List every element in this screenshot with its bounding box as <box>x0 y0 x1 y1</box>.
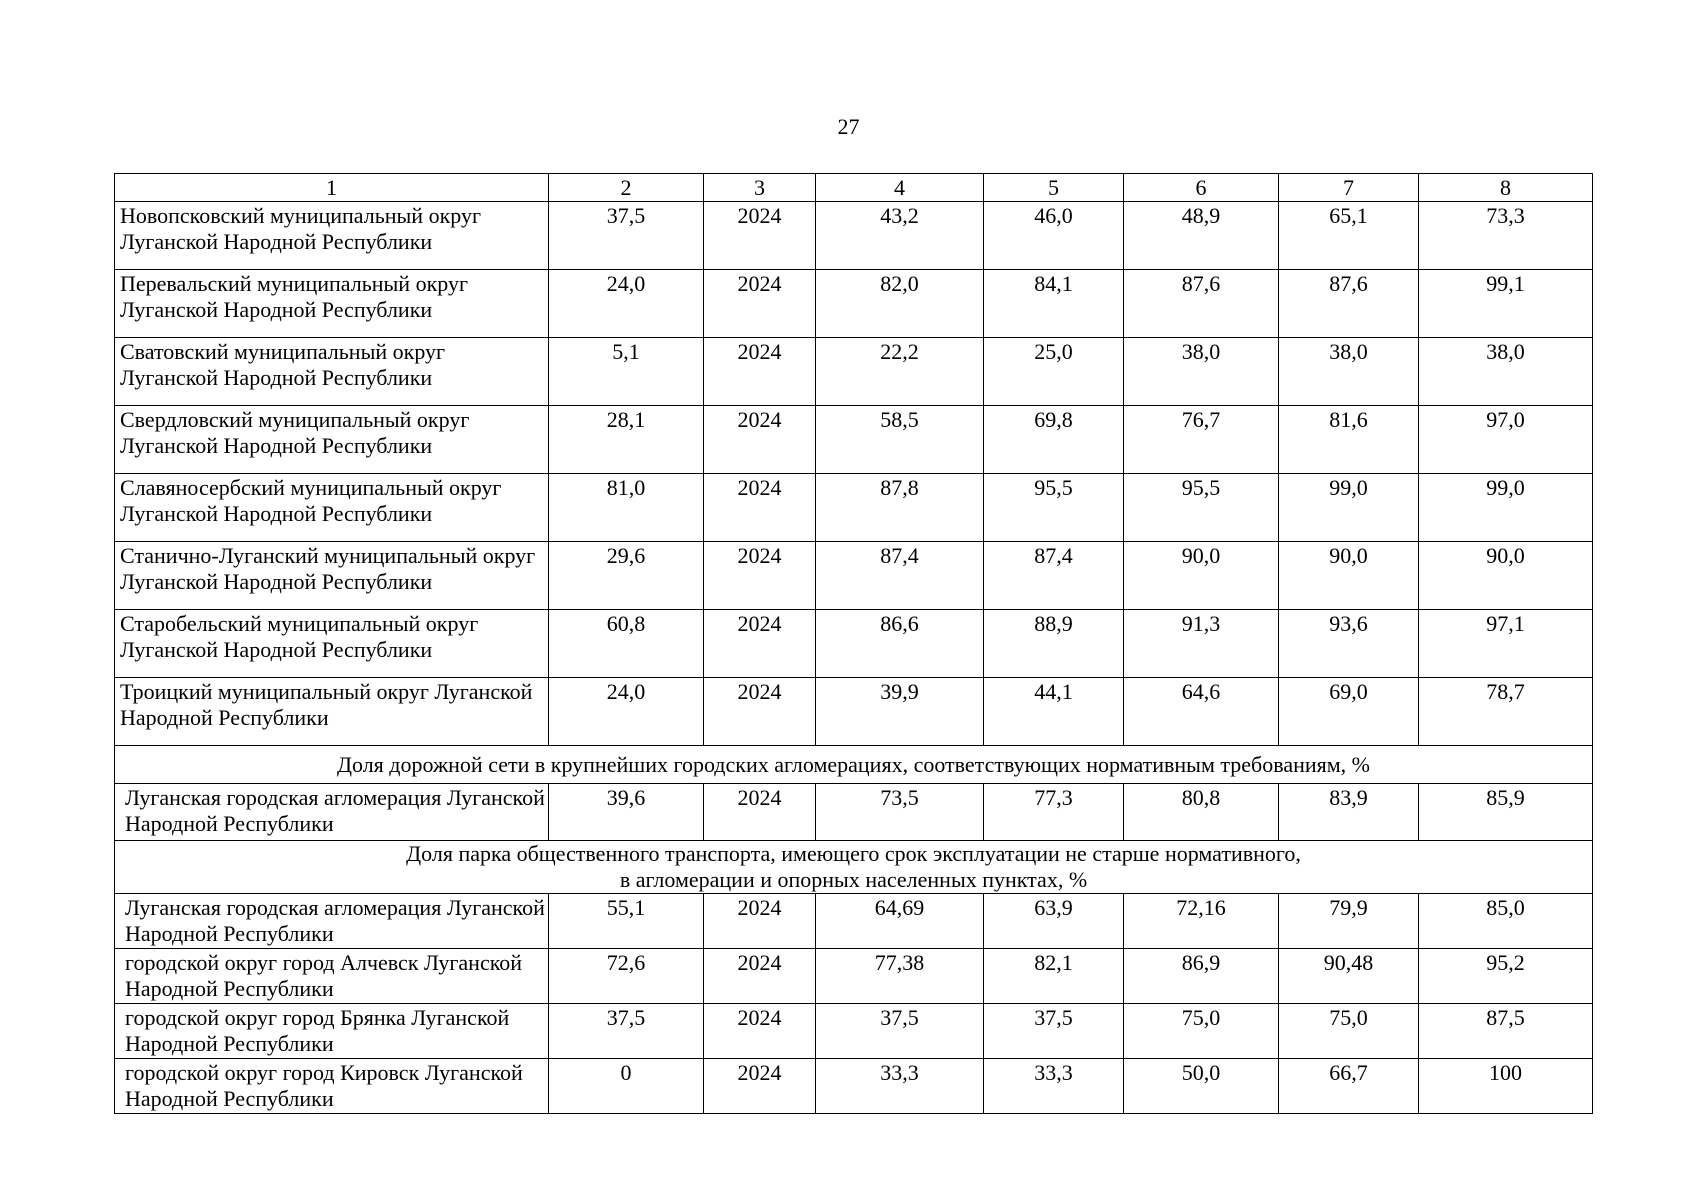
cell-value: 63,9 <box>984 894 1124 949</box>
cell-value: 58,5 <box>816 406 984 474</box>
cell-value: 100 <box>1419 1059 1593 1114</box>
cell-value: 90,0 <box>1419 542 1593 610</box>
cell-value: 22,2 <box>816 338 984 406</box>
cell-value: 90,48 <box>1279 949 1419 1004</box>
cell-value: 2024 <box>704 202 816 270</box>
cell-value: 97,0 <box>1419 406 1593 474</box>
cell-value: 73,3 <box>1419 202 1593 270</box>
cell-value: 77,38 <box>816 949 984 1004</box>
cell-value: 38,0 <box>1279 338 1419 406</box>
table-row <box>115 202 1593 270</box>
cell-value: 91,3 <box>1124 610 1279 678</box>
column-header: 8 <box>1419 174 1593 202</box>
table-row <box>115 406 1593 474</box>
row-name: Славяносербский муниципальный округ Луганской Народной Республики <box>115 474 549 542</box>
column-header: 7 <box>1279 174 1419 202</box>
column-header: 1 <box>115 174 549 202</box>
table-row <box>115 784 1593 841</box>
section-title-line: Доля парка общественного транспорта, имеющего срок эксплуатации не старше нормативного, <box>406 841 1301 866</box>
row-name: городской округ город Алчевск Луганской Народной Республики <box>115 949 549 1004</box>
row-name: городской округ город Брянка Луганской Народной Республики <box>115 1004 549 1059</box>
table-body <box>115 174 1593 1114</box>
cell-value: 2024 <box>704 542 816 610</box>
table-row <box>115 474 1593 542</box>
cell-value: 99,0 <box>1419 474 1593 542</box>
cell-value: 76,7 <box>1124 406 1279 474</box>
cell-value: 85,0 <box>1419 894 1593 949</box>
section-header-road-network <box>115 746 1593 784</box>
row-name: Перевальский муниципальный округ Луганской Народной Республики <box>115 270 549 338</box>
table-row <box>115 610 1593 678</box>
cell-value: 93,6 <box>1279 610 1419 678</box>
table-row <box>115 1004 1593 1059</box>
cell-value: 46,0 <box>984 202 1124 270</box>
table-row <box>115 270 1593 338</box>
cell-value: 79,9 <box>1279 894 1419 949</box>
cell-value: 73,5 <box>816 784 984 841</box>
cell-value: 77,3 <box>984 784 1124 841</box>
row-name: Станично-Луганский муниципальный округ Луганской Народной Республики <box>115 542 549 610</box>
table-row <box>115 678 1593 746</box>
table-row <box>115 338 1593 406</box>
table-row <box>115 1059 1593 1114</box>
section-title <box>115 746 1593 784</box>
cell-value: 75,0 <box>1279 1004 1419 1059</box>
cell-value: 5,1 <box>549 338 704 406</box>
cell-value: 82,1 <box>984 949 1124 1004</box>
cell-value: 81,6 <box>1279 406 1419 474</box>
cell-value: 55,1 <box>549 894 704 949</box>
cell-value: 87,6 <box>1279 270 1419 338</box>
cell-value: 2024 <box>704 406 816 474</box>
cell-value: 81,0 <box>549 474 704 542</box>
table-row <box>115 542 1593 610</box>
cell-value: 25,0 <box>984 338 1124 406</box>
cell-value: 2024 <box>704 474 816 542</box>
cell-value: 95,2 <box>1419 949 1593 1004</box>
cell-value: 33,3 <box>984 1059 1124 1114</box>
row-name: городской округ город Кировск Луганской Народной Республики <box>115 1059 549 1114</box>
cell-value: 2024 <box>704 1004 816 1059</box>
cell-value: 50,0 <box>1124 1059 1279 1114</box>
section-title-line: Доля дорожной сети в крупнейших городских агломерациях, соответствующих нормативным требованиям, % <box>336 751 1371 777</box>
cell-value: 24,0 <box>549 678 704 746</box>
row-name: Старобельский муниципальный округ Луганской Народной Республики <box>115 610 549 678</box>
column-header: 6 <box>1124 174 1279 202</box>
cell-value: 85,9 <box>1419 784 1593 841</box>
row-name: Свердловский муниципальный округ Луганской Народной Республики <box>115 406 549 474</box>
table-row <box>115 949 1593 1004</box>
cell-value: 33,3 <box>816 1059 984 1114</box>
cell-value: 80,8 <box>1124 784 1279 841</box>
cell-value: 66,7 <box>1279 1059 1419 1114</box>
cell-value: 2024 <box>704 678 816 746</box>
cell-value: 87,4 <box>984 542 1124 610</box>
column-header: 5 <box>984 174 1124 202</box>
cell-value: 87,4 <box>816 542 984 610</box>
page-number: 27 <box>837 114 860 139</box>
column-header: 4 <box>816 174 984 202</box>
cell-value: 87,5 <box>1419 1004 1593 1059</box>
section-title <box>115 841 1593 894</box>
cell-value: 87,6 <box>1124 270 1279 338</box>
cell-value: 38,0 <box>1124 338 1279 406</box>
column-header-row <box>115 174 1593 202</box>
cell-value: 24,0 <box>549 270 704 338</box>
data-table <box>114 173 1593 1114</box>
cell-value: 2024 <box>704 1059 816 1114</box>
row-name: Троицкий муниципальный округ Луганской Народной Республики <box>115 678 549 746</box>
cell-value: 69,8 <box>984 406 1124 474</box>
cell-value: 37,5 <box>816 1004 984 1059</box>
cell-value: 44,1 <box>984 678 1124 746</box>
table-row <box>115 894 1593 949</box>
cell-value: 87,8 <box>816 474 984 542</box>
cell-value: 2024 <box>704 610 816 678</box>
cell-value: 69,0 <box>1279 678 1419 746</box>
cell-value: 2024 <box>704 270 816 338</box>
cell-value: 39,6 <box>549 784 704 841</box>
cell-value: 39,9 <box>816 678 984 746</box>
cell-value: 95,5 <box>984 474 1124 542</box>
cell-value: 86,6 <box>816 610 984 678</box>
cell-value: 75,0 <box>1124 1004 1279 1059</box>
cell-value: 99,0 <box>1279 474 1419 542</box>
cell-value: 43,2 <box>816 202 984 270</box>
cell-value: 72,6 <box>549 949 704 1004</box>
cell-value: 28,1 <box>549 406 704 474</box>
cell-value: 37,5 <box>549 202 704 270</box>
row-name: Новопсковский муниципальный округ Луганской Народной Республики <box>115 202 549 270</box>
row-name: Луганская городская агломерация Луганской Народной Республики <box>115 784 549 841</box>
cell-value: 38,0 <box>1419 338 1593 406</box>
cell-value: 60,8 <box>549 610 704 678</box>
cell-value: 2024 <box>704 949 816 1004</box>
cell-value: 90,0 <box>1279 542 1419 610</box>
cell-value: 64,69 <box>816 894 984 949</box>
row-name: Сватовский муниципальный округ Луганской Народной Республики <box>115 338 549 406</box>
column-header: 2 <box>549 174 704 202</box>
cell-value: 86,9 <box>1124 949 1279 1004</box>
cell-value: 88,9 <box>984 610 1124 678</box>
cell-value: 2024 <box>704 894 816 949</box>
cell-value: 99,1 <box>1419 270 1593 338</box>
section-header-public-transport <box>115 841 1593 894</box>
cell-value: 65,1 <box>1279 202 1419 270</box>
cell-value: 82,0 <box>816 270 984 338</box>
cell-value: 2024 <box>704 338 816 406</box>
cell-value: 97,1 <box>1419 610 1593 678</box>
cell-value: 84,1 <box>984 270 1124 338</box>
cell-value: 78,7 <box>1419 678 1593 746</box>
cell-value: 72,16 <box>1124 894 1279 949</box>
cell-value: 2024 <box>704 784 816 841</box>
column-header: 3 <box>704 174 816 202</box>
cell-value: 90,0 <box>1124 542 1279 610</box>
cell-value: 95,5 <box>1124 474 1279 542</box>
cell-value: 37,5 <box>549 1004 704 1059</box>
section-title-line: в агломерации и опорных населенных пунктах, % <box>619 867 1088 892</box>
row-name: Луганская городская агломерация Луганской Народной Республики <box>115 894 549 949</box>
cell-value: 83,9 <box>1279 784 1419 841</box>
cell-value: 37,5 <box>984 1004 1124 1059</box>
cell-value: 64,6 <box>1124 678 1279 746</box>
cell-value: 29,6 <box>549 542 704 610</box>
cell-value: 0 <box>549 1059 704 1114</box>
cell-value: 48,9 <box>1124 202 1279 270</box>
